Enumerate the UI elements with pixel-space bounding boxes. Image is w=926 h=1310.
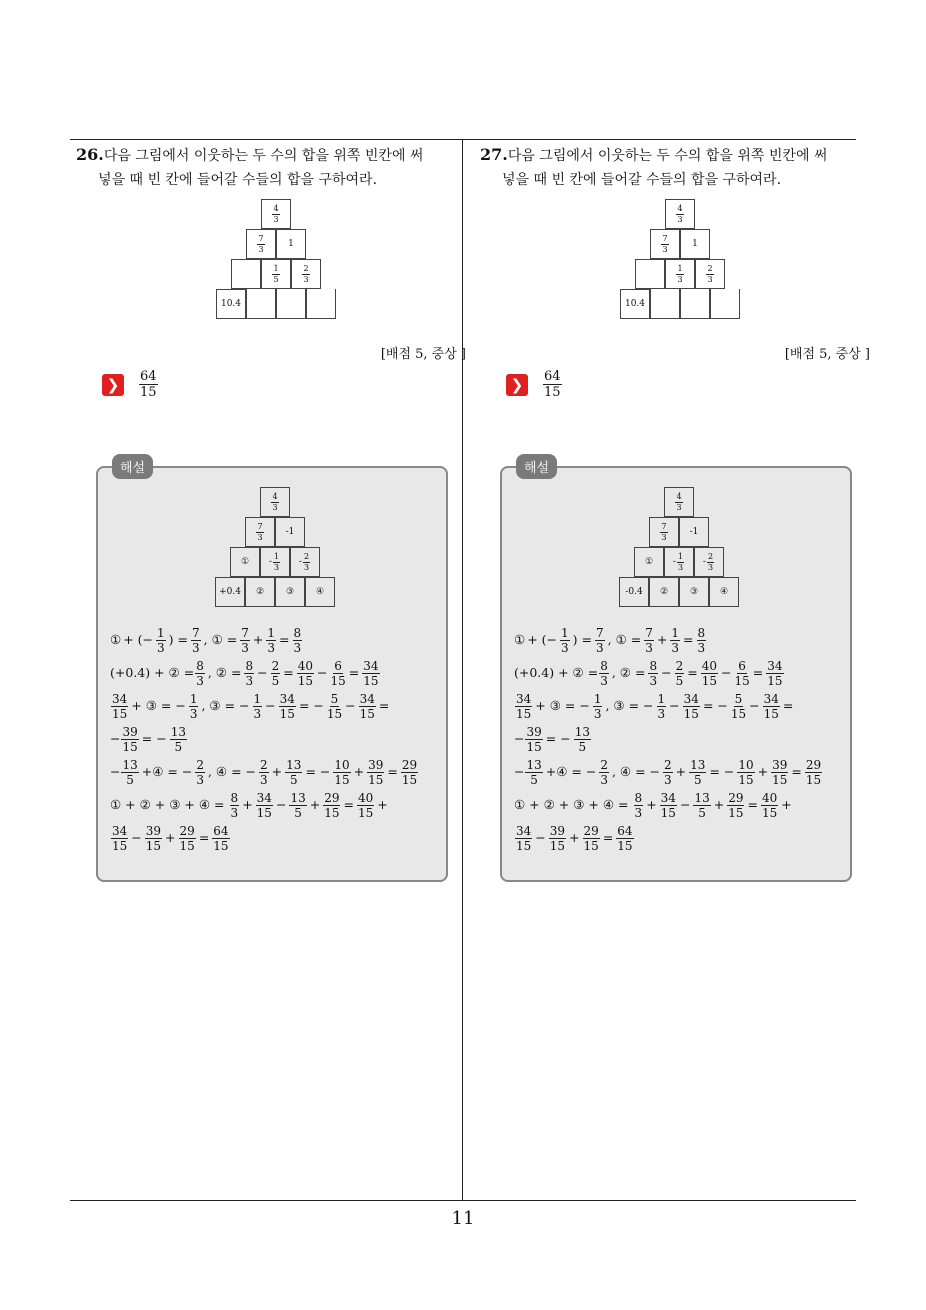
number-pyramid [480,199,870,319]
solution-line: $\frac{34}{15}$ + ③ = − $\frac{1}{3}$ , ③ = − $\frac{1}{3}$ − $\frac{34}{15}$ = − $\frac{5}{15}$ − $\frac{34}{15}$ = [112,692,390,721]
pyramid-cell: ④ [305,577,335,607]
question-text: 27.다음 그림에서 이웃하는 두 수의 합을 위쪽 빈칸에 써 [480,145,828,164]
pyramid-cell: 1 [680,229,710,259]
solution-tag: 해설 [516,454,557,479]
solution-line: (+0.4) + ② = $\frac{8}{3}$ , ② = $\frac{8}{3}$ − $\frac{2}{5}$ = $\frac{40}{15}$ − $\frac{6}{15}$ = $\frac{34}{15}$ [514,659,783,688]
solution-equations [110,624,446,855]
pyramid-cell: - $\frac{2}{3}$ [694,547,724,577]
solution-equations [514,624,850,855]
answer-value: $\frac{64}{15}$ [140,369,157,400]
answer [506,370,870,399]
pyramid-cell: +0.4 [215,577,245,607]
pyramid-cell: - $\frac{1}{3}$ [664,547,694,577]
pyramid-cell: 10.4 [620,289,650,319]
pyramid-cell: $\frac{4}{3}$ [260,487,290,517]
pyramid-cell [231,259,261,289]
page-number: 11 [451,1208,475,1229]
pyramid-cell: -1 [679,517,709,547]
answer-value: $\frac{64}{15}$ [544,369,561,400]
pyramid-cell: $\frac{7}{3}$ [246,229,276,259]
solution-tag: 해설 [112,454,153,479]
pyramid-cell: ② [649,577,679,607]
pyramid-cell: ② [245,577,275,607]
pyramid-cell: ③ [275,577,305,607]
pyramid-cell: ③ [679,577,709,607]
pyramid-cell: - $\frac{1}{3}$ [260,547,290,577]
pyramid-cell [246,289,276,319]
solution-line: ① + ② + ③ + ④ = $\frac{8}{3}$ + $\frac{34}{15}$ − $\frac{13}{5}$ + $\frac{29}{15}$ = $\frac{40}{15}$ + [110,791,388,820]
solution-line: $\frac{34}{15}$ + ③ = − $\frac{1}{3}$ , ③ = − $\frac{1}{3}$ − $\frac{34}{15}$ = − $\frac{5}{15}$ − $\frac{34}{15}$ = [516,692,794,721]
pyramid-cell: - $\frac{2}{3}$ [290,547,320,577]
question-26 [76,140,466,399]
solution-line: − $\frac{13}{5}$ +④ = − $\frac{2}{3}$ , ④ = − $\frac{2}{3}$ + $\frac{13}{5}$ = − $\frac{10}{15}$ + $\frac{39}{15}$ = $\frac{29}{15}$ [110,758,418,787]
pyramid-cell: 1 [276,229,306,259]
solution-pyramid [98,488,446,610]
pyramid-cell: $\frac{7}{3}$ [650,229,680,259]
pyramid-cell: $\frac{1}{5}$ [261,259,291,289]
pyramid-cell: $\frac{4}{3}$ [261,199,291,229]
score-label: [배점 5, 중상 ] [784,347,870,362]
pyramid-cell: -0.4 [619,577,649,607]
pyramid-cell [680,289,710,319]
solution-line: − $\frac{13}{5}$ +④ = − $\frac{2}{3}$ , ④ = − $\frac{2}{3}$ + $\frac{13}{5}$ = − $\frac{10}{15}$ + $\frac{39}{15}$ = $\frac{29}{15}$ [514,758,822,787]
pyramid-cell: ④ [709,577,739,607]
answer [102,370,466,399]
score-label: [배점 5, 중상 ] [380,347,466,362]
solution-line: ① + ② + ③ + ④ = $\frac{8}{3}$ + $\frac{34}{15}$ − $\frac{13}{5}$ + $\frac{29}{15}$ = $\frac{40}{15}$ + [514,791,792,820]
solution-line: − $\frac{39}{15}$ = − $\frac{13}{5}$ [514,725,590,754]
pyramid-cell: $\frac{7}{3}$ [245,517,275,547]
pyramid-cell [710,289,740,319]
pyramid-cell [650,289,680,319]
pyramid-cell: ① [634,547,664,577]
answer-arrow-icon: ❯ [102,374,124,396]
pyramid-cell [635,259,665,289]
pyramid-cell [276,289,306,319]
answer-arrow-icon: ❯ [506,374,528,396]
pyramid-cell: 10.4 [216,289,246,319]
solution-box-26 [96,461,448,882]
pyramid-cell: ① [230,547,260,577]
question-27 [480,140,870,399]
question-number: 26. [76,145,104,164]
pyramid-cell [306,289,336,319]
pyramid-cell: $\frac{4}{3}$ [664,487,694,517]
solution-line: ① + (− $\frac{1}{3}$ ) = $\frac{7}{3}$ , ① = $\frac{7}{3}$ + $\frac{1}{3}$ = $\frac{8}{3}$ [110,626,302,655]
question-text-line2: 넣을 때 빈 칸에 들어갈 수들의 합을 구하여라. [502,172,782,188]
pyramid-cell: -1 [275,517,305,547]
solution-line: ① + (− $\frac{1}{3}$ ) = $\frac{7}{3}$ , ① = $\frac{7}{3}$ + $\frac{1}{3}$ = $\frac{8}{3}$ [514,626,706,655]
pyramid-cell: $\frac{2}{3}$ [291,259,321,289]
pyramid-cell: $\frac{2}{3}$ [695,259,725,289]
solution-line: − $\frac{39}{15}$ = − $\frac{13}{5}$ [110,725,186,754]
solution-line: $\frac{34}{15}$ − $\frac{39}{15}$ + $\frac{29}{15}$ = $\frac{64}{15}$ [516,824,633,853]
solution-line: (+0.4) + ② = $\frac{8}{3}$ , ② = $\frac{8}{3}$ − $\frac{2}{5}$ = $\frac{40}{15}$ − $\frac{6}{15}$ = $\frac{34}{15}$ [110,659,379,688]
question-text-line2: 넣을 때 빈 칸에 들어갈 수들의 합을 구하여라. [98,172,378,188]
solution-box-27 [500,461,852,882]
bottom-rule [70,1200,856,1201]
number-pyramid [76,199,466,319]
solution-pyramid [502,488,850,610]
solution-line: $\frac{34}{15}$ − $\frac{39}{15}$ + $\frac{29}{15}$ = $\frac{64}{15}$ [112,824,229,853]
pyramid-cell: $\frac{1}{3}$ [665,259,695,289]
question-text: 26.다음 그림에서 이웃하는 두 수의 합을 위쪽 빈칸에 써 [76,145,424,164]
pyramid-cell: $\frac{4}{3}$ [665,199,695,229]
pyramid-cell: $\frac{7}{3}$ [649,517,679,547]
question-number: 27. [480,145,508,164]
